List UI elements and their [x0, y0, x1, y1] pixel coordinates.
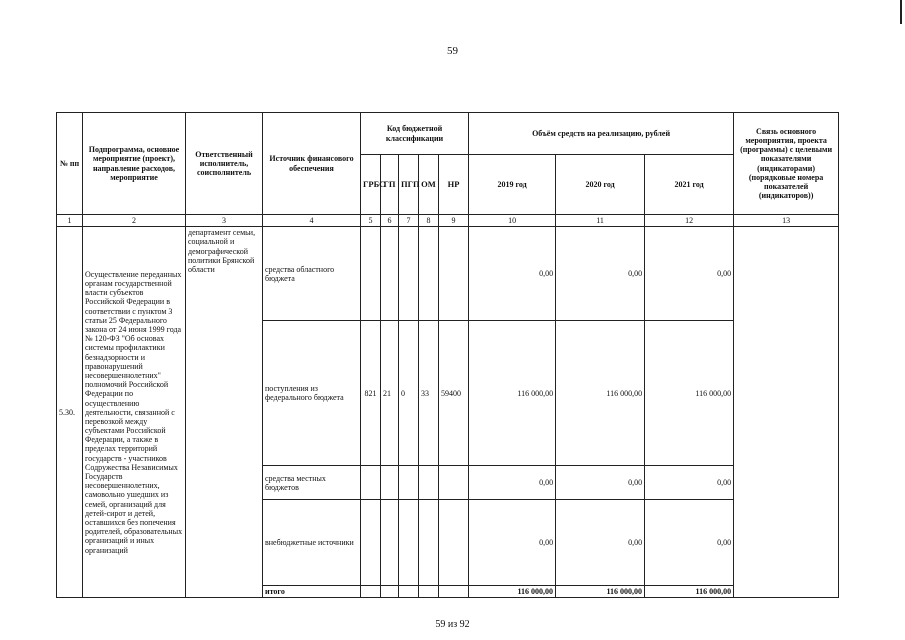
row-2021: 0,00 [645, 500, 734, 586]
col-number: 6 [381, 215, 399, 227]
header-om: ОМ [419, 155, 439, 215]
empty-cell [419, 586, 439, 598]
col-number: 9 [439, 215, 469, 227]
row-2020: 116 000,00 [556, 321, 645, 466]
row-source: средства местных бюджетов [263, 466, 361, 500]
row-grbs: 821 [361, 321, 381, 466]
header-np: НР [439, 155, 469, 215]
header-no: № пп [57, 113, 83, 215]
row-gp [381, 227, 399, 321]
header-link: Связь основного мероприятия, проекта (программы) с целевыми показателями (индикаторами) (порядковые номера показателей (индикаторов)) [734, 113, 839, 215]
row-np [439, 466, 469, 500]
row-om [419, 500, 439, 586]
header-2021: 2021 год [645, 155, 734, 215]
col-number: 7 [399, 215, 419, 227]
entry-number: 5.30. [57, 227, 83, 598]
budget-table [56, 112, 839, 598]
row-gp: 21 [381, 321, 399, 466]
empty-cell [439, 586, 469, 598]
row-gp [381, 500, 399, 586]
total-label: итого [263, 586, 361, 598]
page-number: 59 [447, 45, 458, 57]
empty-cell [399, 586, 419, 598]
row-2021: 0,00 [645, 466, 734, 500]
col-number: 5 [361, 215, 381, 227]
row-grbs [361, 500, 381, 586]
header-pgp: ПГП [399, 155, 419, 215]
row-om [419, 227, 439, 321]
header-grbs: ГРБС [361, 155, 381, 215]
empty-cell [381, 586, 399, 598]
row-np [439, 500, 469, 586]
page-footer: 59 из 92 [435, 619, 470, 630]
row-2019: 116 000,00 [469, 321, 556, 466]
header-funds-group: Объём средств на реализацию, рублей [469, 113, 734, 155]
col-number: 13 [734, 215, 839, 227]
total-2021: 116 000,00 [645, 586, 734, 598]
row-om [419, 466, 439, 500]
header-2019: 2019 год [469, 155, 556, 215]
empty-cell [361, 586, 381, 598]
col-number: 2 [83, 215, 186, 227]
header-responsible: Ответственный исполнитель, соисполнитель [186, 113, 263, 215]
header-code-group: Код бюджетной классификации [361, 113, 469, 155]
row-2020: 0,00 [556, 466, 645, 500]
row-2020: 0,00 [556, 227, 645, 321]
header-name: Подпрограмма, основное мероприятие (проект), направление расходов, мероприятие [83, 113, 186, 215]
row-source: внебюджетные источники [263, 500, 361, 586]
row-pgp [399, 466, 419, 500]
row-2020: 0,00 [556, 500, 645, 586]
row-gp [381, 466, 399, 500]
header-2020: 2020 год [556, 155, 645, 215]
row-2021: 0,00 [645, 227, 734, 321]
row-pgp: 0 [399, 321, 419, 466]
col-number: 10 [469, 215, 556, 227]
entry-responsible: департамент семьи, социальной и демографической политики Брянской области [186, 227, 263, 598]
row-np [439, 227, 469, 321]
total-2019: 116 000,00 [469, 586, 556, 598]
row-2019: 0,00 [469, 227, 556, 321]
header-source: Источник финансового обеспечения [263, 113, 361, 215]
row-source: средства областного бюджета [263, 227, 361, 321]
col-number: 3 [186, 215, 263, 227]
row-np: 59400 [439, 321, 469, 466]
row-pgp [399, 227, 419, 321]
scan-edge-mark [900, 0, 902, 24]
row-source: поступления из федерального бюджета [263, 321, 361, 466]
total-2020: 116 000,00 [556, 586, 645, 598]
col-number: 12 [645, 215, 734, 227]
row-grbs [361, 227, 381, 321]
header-gp: ГП [381, 155, 399, 215]
row-pgp [399, 500, 419, 586]
entry-name: Осуществление переданных органам государственной власти субъектов Российской Федерации в соответствии с пунктом 3 статьи 25 Федерального закона от 24 июня 1999 года № 120-ФЗ "Об основах системы профилактики безнадзорности и правонарушений несовершеннолетних" полномочий Российской Федерации по осуществлению деятельности, связанной с перевозкой между субъектами Российской Федерации, а также в пределах территорий государств - участников Содружества Независимых Государств несовершеннолетних, самовольно ушедших из семей, организаций для детей-сирот и детей, оставшихся без попечения родителей, образовательных организаций и иных организаций [83, 227, 186, 598]
col-number: 11 [556, 215, 645, 227]
row-2021: 116 000,00 [645, 321, 734, 466]
row-2019: 0,00 [469, 466, 556, 500]
row-grbs [361, 466, 381, 500]
col-number: 4 [263, 215, 361, 227]
col-number: 1 [57, 215, 83, 227]
row-om: 33 [419, 321, 439, 466]
col-number: 8 [419, 215, 439, 227]
entry-link [734, 227, 839, 598]
row-2019: 0,00 [469, 500, 556, 586]
